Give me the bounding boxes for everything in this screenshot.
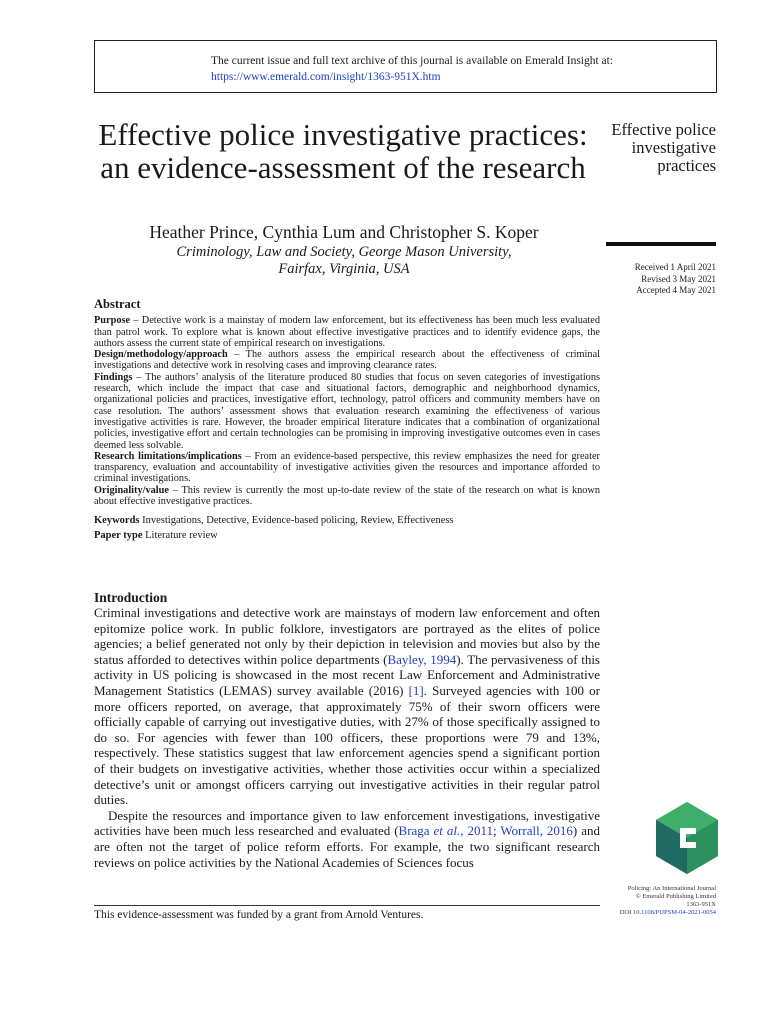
abstract-findings: [94, 372, 600, 451]
braga-et-al: et al.: [433, 823, 461, 839]
journal-publisher: © Emerald Publishing Limited: [635, 893, 716, 900]
purpose-text: – Detective work is a mainstay of modern law enforcement, but its effectiveness has been much less evaluated than patrol work. To explore what is known about effective investigative practices and to identify evidence gaps, the authors assess the current state of empirical research on investigations.: [94, 315, 600, 349]
citation-worrall-2016[interactable]: Worrall, 2016: [500, 823, 573, 839]
abstract-paper-type: [94, 528, 600, 543]
running-head-line-1: Effective police: [611, 120, 716, 139]
journal-archive-notice: [94, 40, 717, 93]
citation-braga-2011[interactable]: [399, 823, 493, 838]
limitations-label: Research limitations/implications: [94, 450, 242, 462]
abstract-keywords: [94, 513, 600, 528]
citation-bayley-1994[interactable]: Bayley, 1994: [387, 651, 457, 667]
journal-doi: [620, 909, 716, 917]
article-history-dates: [635, 262, 716, 297]
braga-author: Braga: [398, 823, 434, 839]
paper-type-text: Literature review: [142, 530, 218, 542]
journal-archive-link[interactable]: https://www.emerald.com/insight/1363-951X.htm: [211, 71, 441, 83]
affiliation-line-1: Criminology, Law and Society, George Mason University,: [176, 244, 512, 260]
design-text: – The authors assess the empirical research about the effectiveness of criminal investigations and detective work in resolving cases and improving clearance rates.: [94, 349, 600, 372]
running-head-line-3: practices: [657, 156, 716, 175]
abstract-section: [94, 299, 600, 543]
limitations-text: – From an evidence-based perspective, this review emphasizes the need for greater transparency, evaluation and accountability of investigative activities given the resources and importance afforded to criminal investigations.: [94, 450, 600, 485]
article-authors: Heather Prince, Cynthia Lum and Christopher S. Koper: [149, 222, 539, 242]
doi-label: DOI: [619, 909, 633, 916]
intro-p1-text-c: . Surveyed agencies with 100 or more officers reported, on average, that approximately 75% of their sworn officers were officially capable of carrying out investigative duties, with 27% of those specifically assigned to do so. For agencies with fewer than 100 officers, these proportions were 79 and 13%, respectively. These statistics suggest that law enforcement agencies spend a significant portion of their budgets on investigative activities, whether those activities occur within a specialized detective’s unit or amongst officers carrying out investigative activities in their regular patrol duties.: [94, 682, 600, 808]
journal-issn: 1363-951X: [686, 901, 716, 908]
abstract-limitations: [94, 451, 600, 485]
keywords-label: Keywords: [94, 515, 140, 527]
abstract-purpose: [94, 315, 600, 349]
design-label: Design/methodology/approach: [94, 349, 228, 361]
received-date: Received 1 April 2021: [634, 262, 716, 272]
funding-footnote: This evidence-assessment was funded by a grant from Arnold Ventures.: [94, 909, 424, 921]
revised-date: Revised 3 May 2021: [641, 273, 716, 284]
journal-name: Policing: An International Journal: [627, 885, 716, 892]
intro-p1-text-b: ). The pervasiveness of this activity in US policing is showcased in the most recent Law Enforcement and Administrative Management Statistics (LEMAS) survey available (2016): [94, 651, 600, 698]
archive-notice-text: The current issue and full text archive of this journal is available on Emerald Insight at:: [211, 55, 614, 67]
article-title: Effective police investigative practices: an evidence-assessment of the research: [98, 117, 588, 185]
doi-link[interactable]: 10.1108/PIJPSM-04-2021-0054: [632, 909, 716, 916]
running-head-divider: [606, 242, 716, 246]
intro-p1-text-a: Criminal investigations and detective work are mainstays of modern law enforcement and often epitomize police work. In public folklore, investigators are portrayed as the elites of police agencies; a belief generated not only by their depiction in television and movies but also by the status afforded to detectives within police departments (: [94, 605, 600, 667]
footnote-divider: [94, 905, 600, 906]
findings-text: – The authors’ analysis of the literature produced 80 studies that focus on seven categories of investigations research, which include the impact that case and situational factors, demographic and neighborhood dynamics, organizational policies and practices, investigative effort, technology, patrol officers and community members have on case resolution. The authors’ assessment shows that evaluation research examining the effectiveness of various investigative activities is rare. However, the broader empirical literature indicates that a combination of organizational policies, investigative effort and certain technologies can be promising in improving investigative outcomes even in cases deemed less solvable.: [94, 371, 600, 451]
abstract-originality: [94, 485, 600, 508]
originality-text: – This review is currently the most up-to-date review of the state of the research on what is known about effective investigative practices.: [94, 484, 600, 508]
introduction-paragraph-2: [94, 808, 600, 870]
introduction-paragraph-1: [94, 605, 600, 808]
findings-label: Findings: [94, 371, 133, 383]
abstract-design: [94, 349, 600, 372]
footnote-ref-1[interactable]: [1]: [408, 682, 424, 698]
author-affiliation: [94, 244, 594, 278]
journal-info: [620, 885, 716, 917]
intro-p2-text-b: ) and are often not the target of police reform efforts. For example, the two significant research reviews on police activities by the National Academies of Sciences focus: [94, 823, 600, 870]
accepted-date: Accepted 4 May 2021: [636, 285, 716, 295]
purpose-label: Purpose: [94, 315, 131, 327]
abstract-heading: Abstract: [94, 297, 141, 311]
paper-type-label: Paper type: [94, 530, 143, 542]
intro-p2-separator: ;: [492, 823, 501, 839]
braga-year: , 2011: [460, 823, 493, 839]
originality-label: Originality/value: [94, 484, 169, 496]
affiliation-line-2: Fairfax, Virginia, USA: [278, 261, 410, 277]
intro-p2-text-a: Despite the resources and importance given to law enforcement investigations, investigative activities have been much less researched and evaluated (: [94, 807, 600, 839]
keywords-text: Investigations, Detective, Evidence-based policing, Review, Effectiveness: [139, 515, 454, 527]
introduction-section: [94, 590, 600, 870]
introduction-heading: Introduction: [94, 590, 168, 605]
crossref-logo-icon: [656, 802, 718, 874]
running-head: [566, 121, 716, 175]
running-head-line-2: investigative: [631, 138, 716, 157]
